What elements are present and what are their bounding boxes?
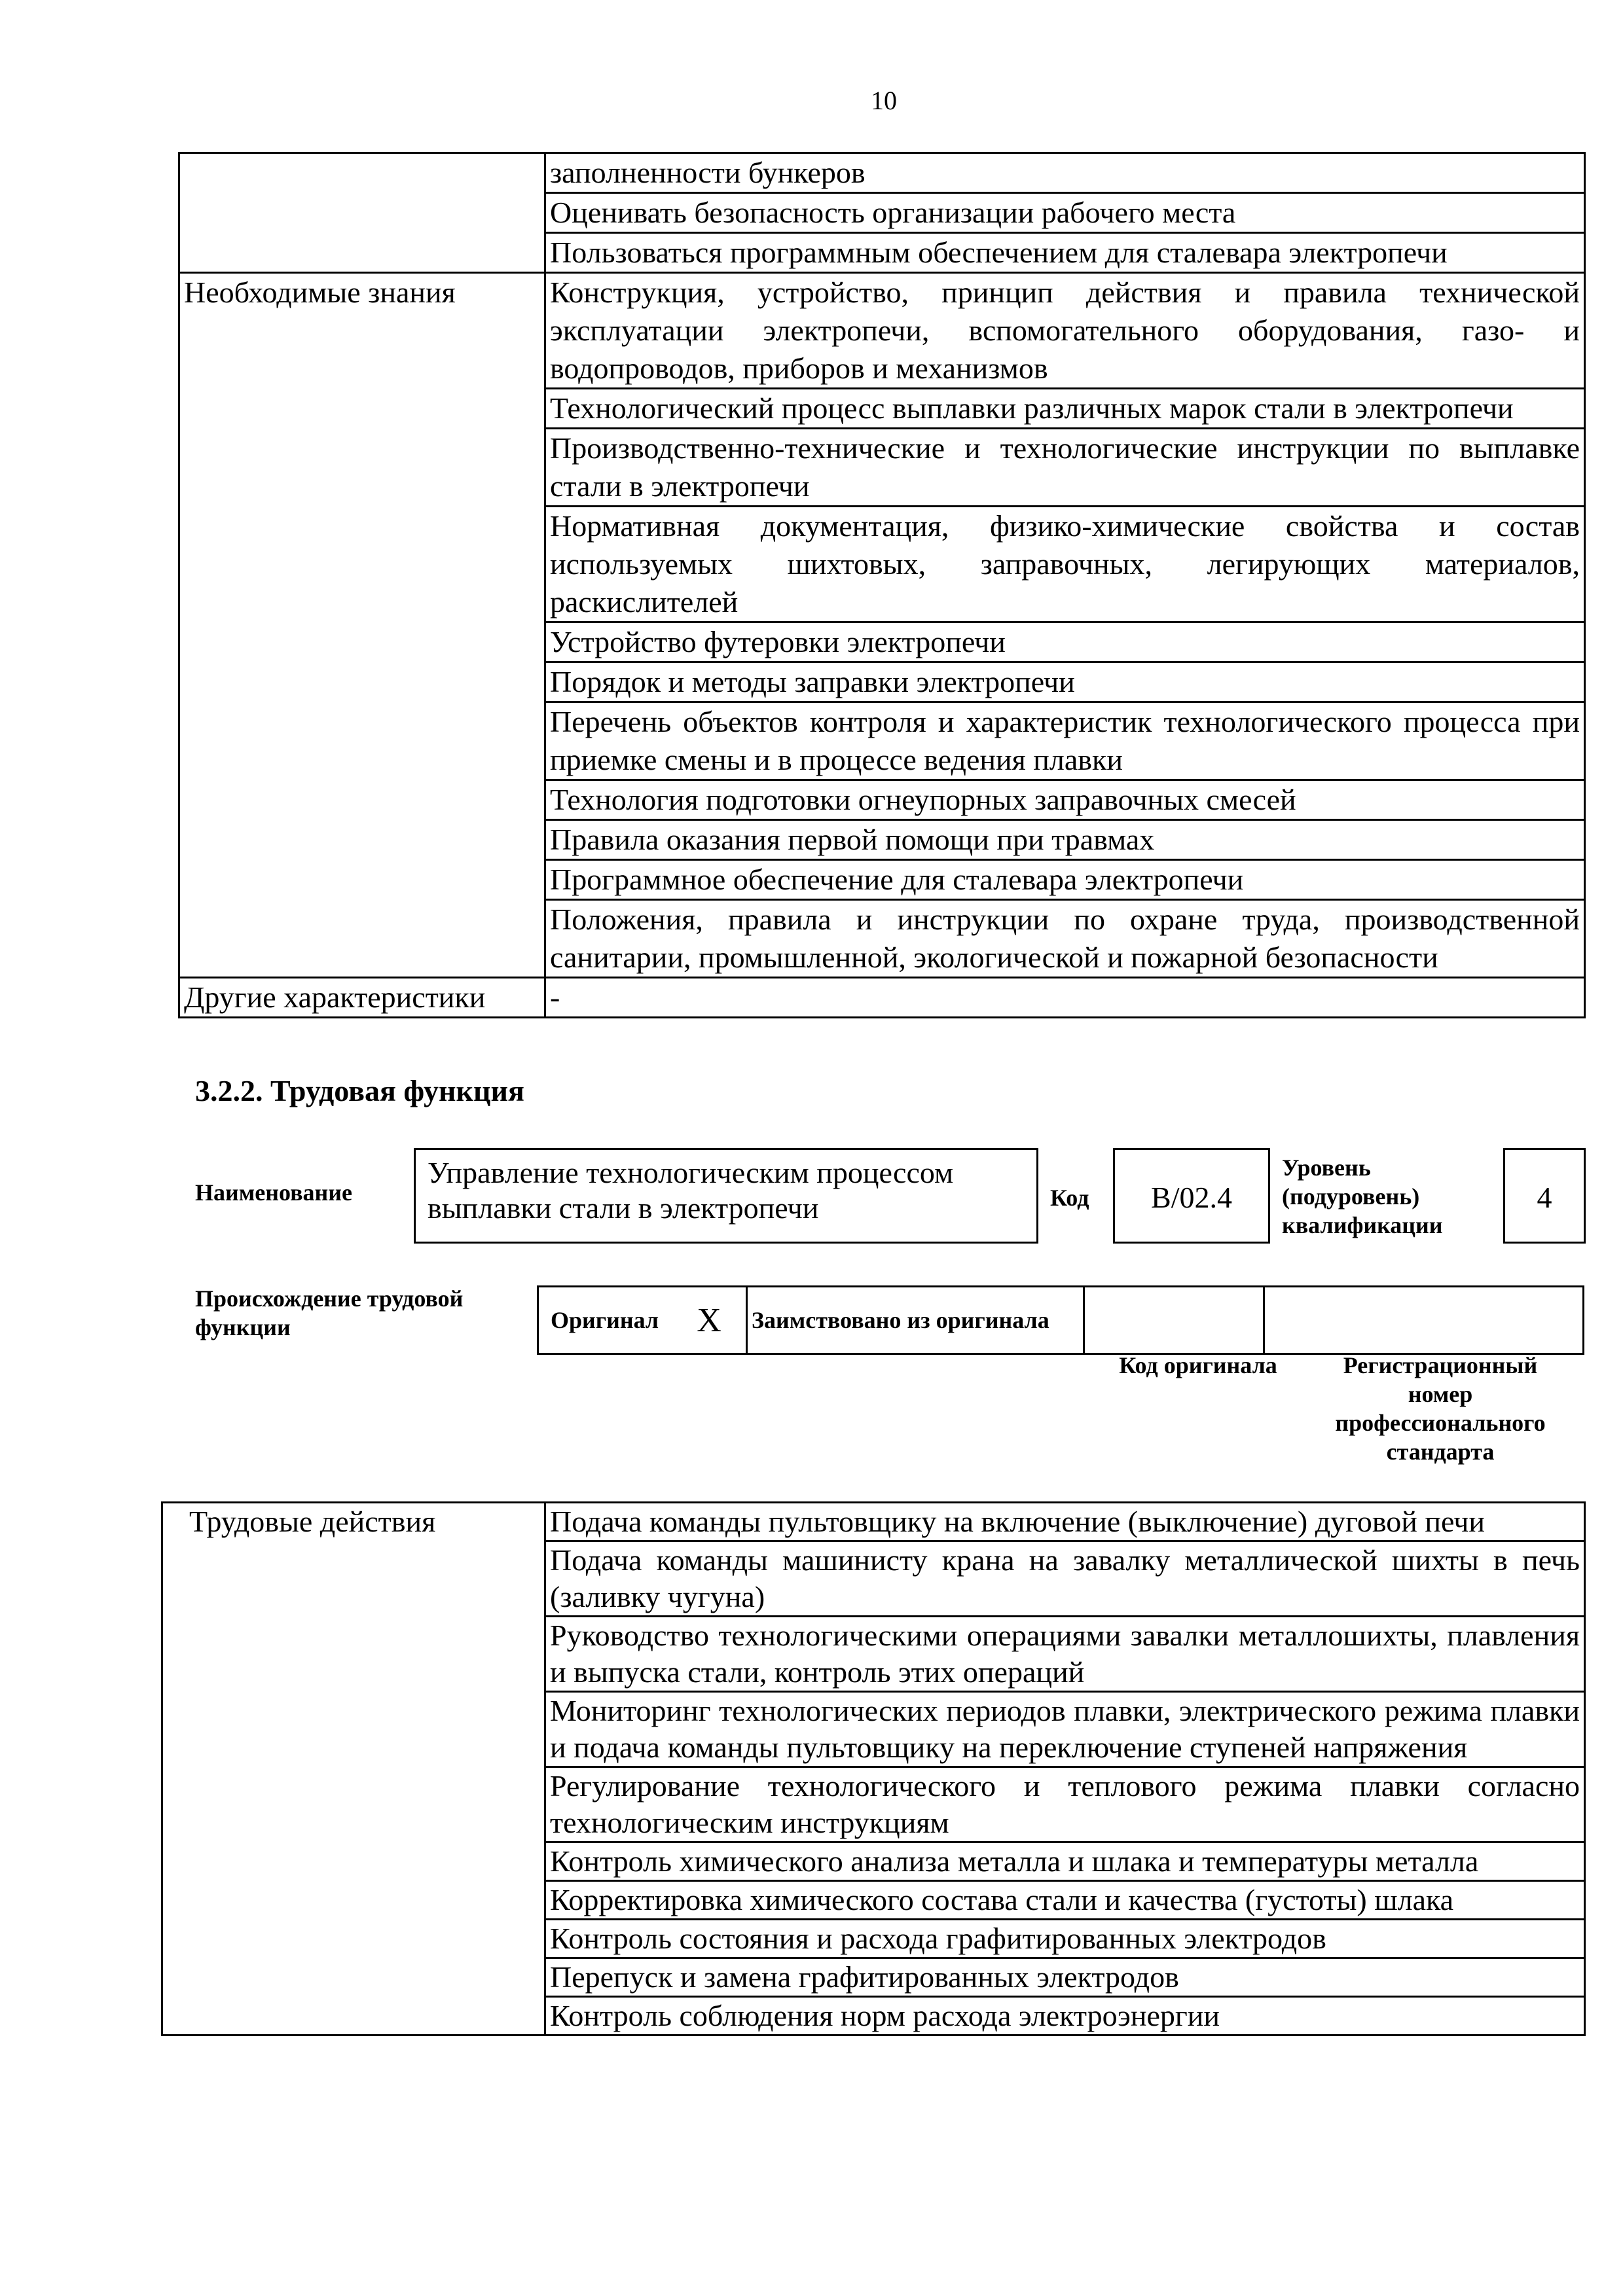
knowledge-item: Положения, правила и инструкции по охране труда, производственной санитарии, промышленной, экологической и пожарной безопасности xyxy=(545,900,1585,978)
code-caption: Код оригинала xyxy=(1119,1352,1277,1378)
knowledge-item: Технология подготовки огнеупорных заправочных смесей xyxy=(545,780,1585,820)
actions-table xyxy=(161,1501,1586,2036)
function-level-box xyxy=(1503,1148,1586,1244)
action-item: Контроль состояния и расхода графитированных электродов xyxy=(545,1920,1585,1958)
other-label: Другие характеристики xyxy=(179,978,545,1018)
knowledge-item: Производственно-технические и технологические инструкции по выплавке стали в электропечи xyxy=(545,429,1585,507)
empty-label-cell xyxy=(179,153,545,273)
knowledge-item: Конструкция, устройство, принцип действия и правила технической эксплуатации электропечи, вспомогательного оборудования, газо- и водопроводов, приборов и механизмов xyxy=(545,273,1585,389)
original-mark: X xyxy=(672,1287,747,1354)
section-title: 3.2.2. Трудовая функция xyxy=(195,1074,524,1107)
skill-item: заполненности бункеров xyxy=(545,153,1585,193)
action-item: Мониторинг технологических периодов плавки, электрического режима плавки и подача команды пультовщику на переключение ступеней напряжения xyxy=(545,1692,1585,1767)
borrowed-label: Заимствовано из оригинала xyxy=(747,1287,1084,1354)
name-label: Наименование xyxy=(195,1179,352,1206)
action-item: Контроль химического анализа металла и шлака и температуры металла xyxy=(545,1842,1585,1881)
knowledge-item: Правила оказания первой помощи при травмах xyxy=(545,820,1585,860)
function-level: 4 xyxy=(1537,1181,1552,1214)
knowledge-item: Программное обеспечение для сталевара электропечи xyxy=(545,860,1585,900)
table-row xyxy=(179,153,1585,193)
action-item: Руководство технологическими операциями завалки металлошихты, плавления и выпуска стали, контроль этих операций xyxy=(545,1617,1585,1692)
skill-item: Пользоваться программным обеспечением для сталевара электропечи xyxy=(545,233,1585,273)
reg-number-cell xyxy=(1264,1287,1584,1354)
table-row xyxy=(179,978,1585,1018)
table-row xyxy=(162,1503,1585,1541)
action-item: Контроль соблюдения норм расхода электроэнергии xyxy=(545,1997,1585,2036)
function-name-box xyxy=(414,1148,1038,1244)
knowledge-item: Перечень объектов контроля и характеристик технологического процесса при приемке смены и в процессе ведения плавки xyxy=(545,702,1585,780)
origin-table xyxy=(537,1285,1584,1355)
action-item: Регулирование технологического и теплового режима плавки согласно технологическим инструкциям xyxy=(545,1767,1585,1842)
action-item: Подача команды машинисту крана на завалку металлической шихты в печь (заливку чугуна) xyxy=(545,1541,1585,1617)
reg-caption: Регистрационный номер профессионального стандарта xyxy=(1335,1352,1546,1465)
knowledge-label: Необходимые знания xyxy=(179,273,545,978)
original-label: Оригинал xyxy=(538,1287,673,1354)
origin-label: Происхождение трудовой функции xyxy=(195,1285,464,1340)
action-item: Подача команды пультовщику на включение (выключение) дуговой печи xyxy=(545,1503,1585,1541)
table-row xyxy=(538,1287,1584,1354)
original-code-cell xyxy=(1084,1287,1264,1354)
table-row xyxy=(179,273,1585,389)
knowledge-item: Устройство футеровки электропечи xyxy=(545,622,1585,662)
knowledge-item: Технологический процесс выплавки различных марок стали в электропечи xyxy=(545,389,1585,429)
knowledge-item: Нормативная документация, физико-химические свойства и состав используемых шихтовых, заправочных, легирующих материалов, раскислителей xyxy=(545,507,1585,622)
action-item: Перепуск и замена графитированных электродов xyxy=(545,1958,1585,1997)
page-number: 10 xyxy=(871,86,897,115)
level-label: Уровень (подуровень) квалификации xyxy=(1282,1155,1443,1238)
knowledge-item: Порядок и методы заправки электропечи xyxy=(545,662,1585,702)
other-value: - xyxy=(545,978,1585,1018)
function-name: Управление технологическим процессом выплавки стали в электропечи xyxy=(428,1156,954,1225)
skill-item: Оценивать безопасность организации рабочего места xyxy=(545,193,1585,233)
knowledge-table xyxy=(178,152,1586,1018)
code-label: Код xyxy=(1050,1185,1089,1211)
actions-label: Трудовые действия xyxy=(162,1503,545,2036)
function-code-box xyxy=(1113,1148,1270,1244)
action-item: Корректировка химического состава стали и качества (густоты) шлака xyxy=(545,1881,1585,1920)
function-code: B/02.4 xyxy=(1151,1181,1232,1214)
